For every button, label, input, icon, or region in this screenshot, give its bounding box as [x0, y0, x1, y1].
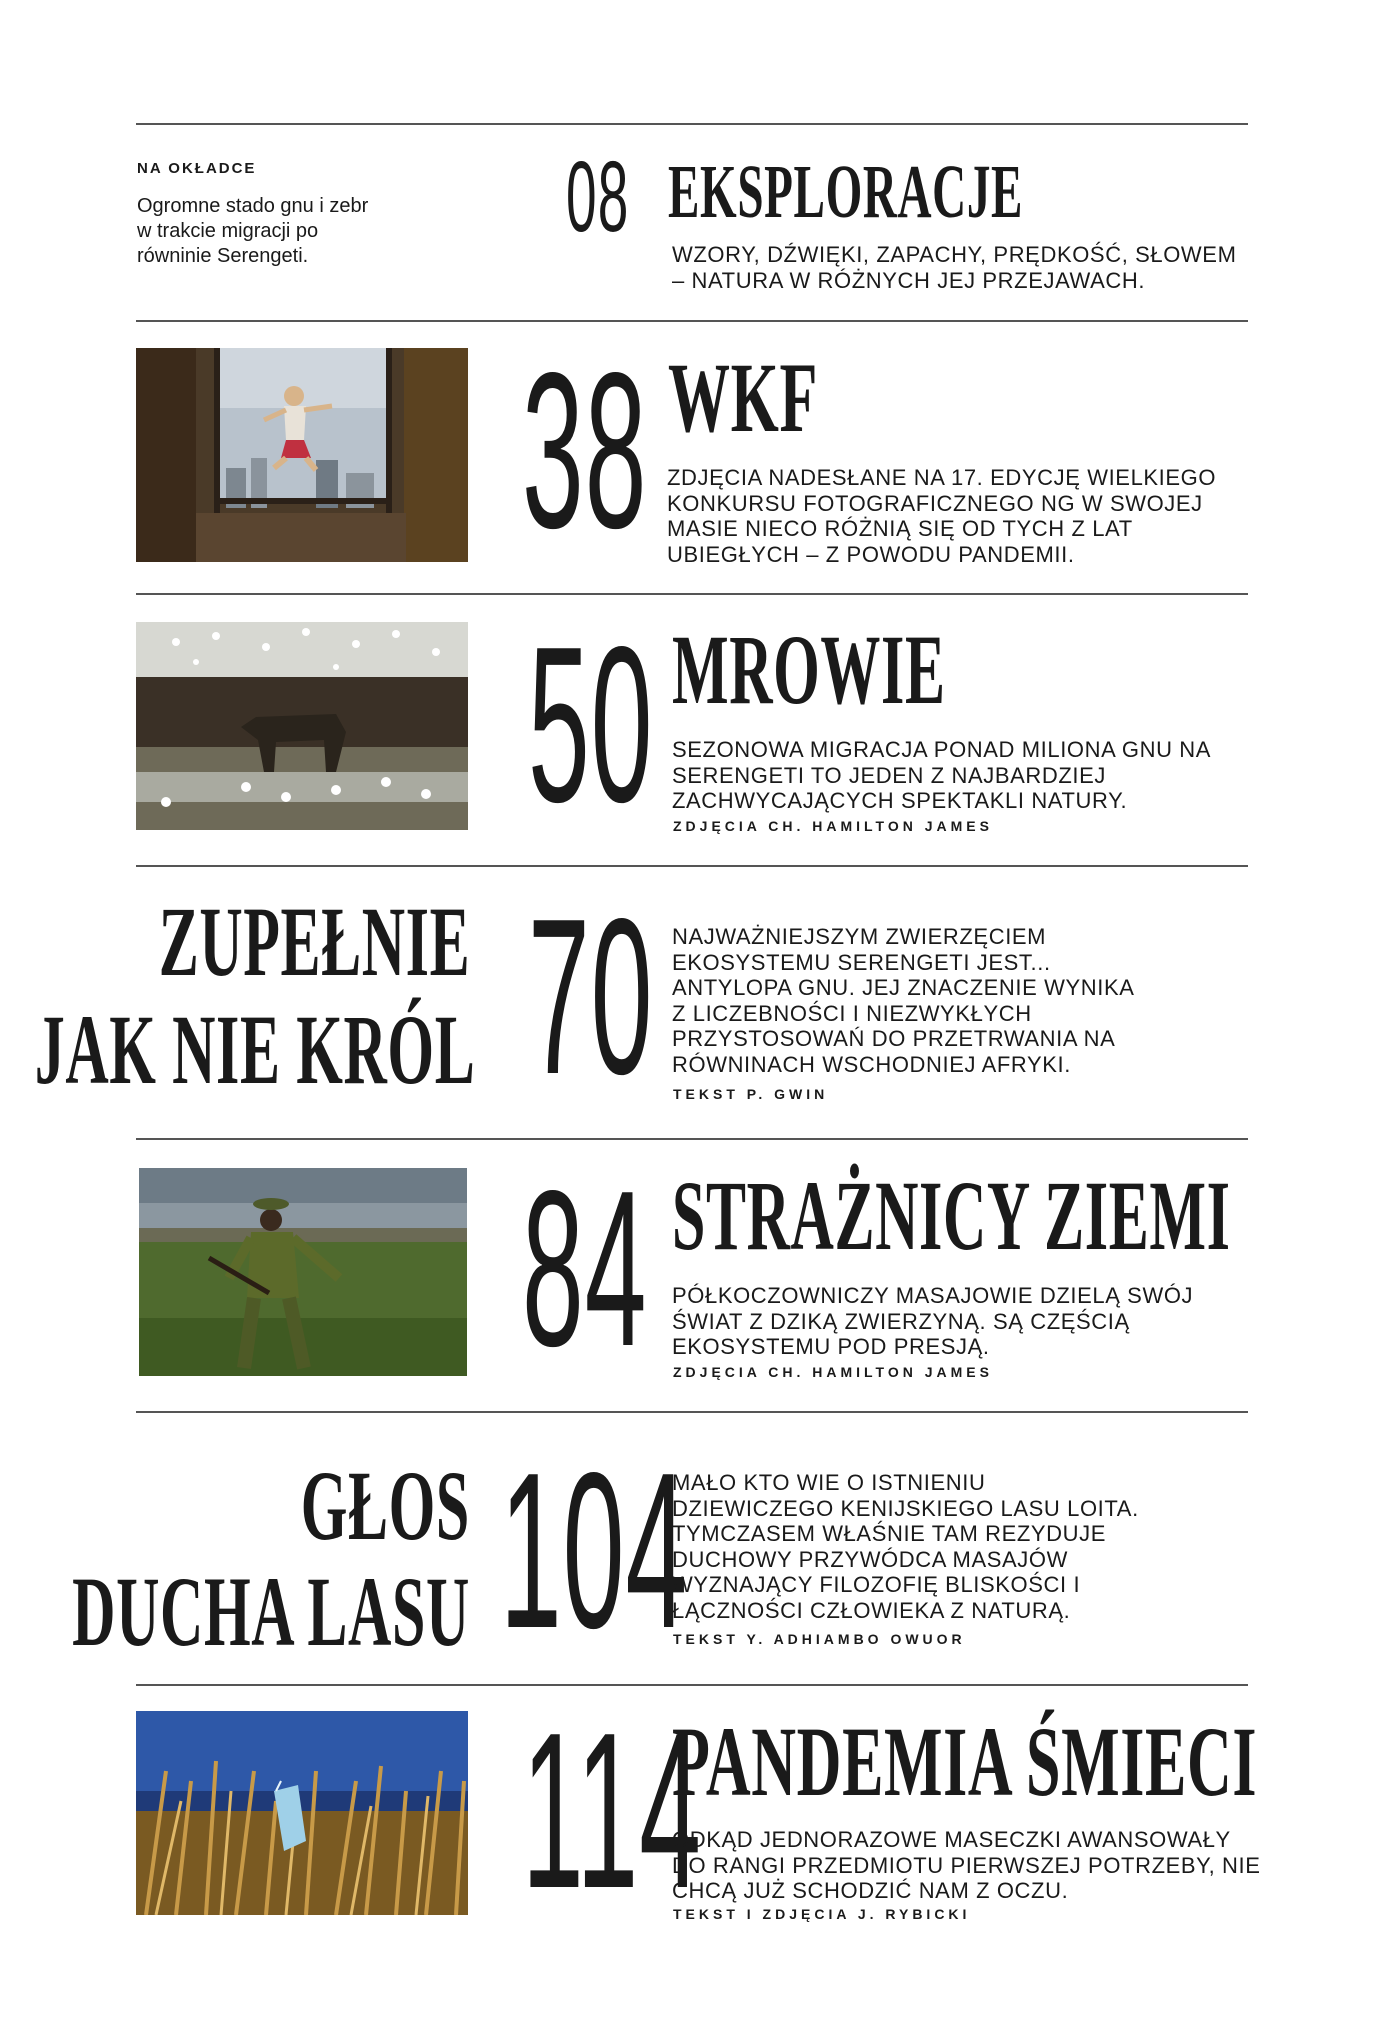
page-number: 08 [566, 141, 630, 253]
section-credit: TEKST Y. ADHIAMBO OWUOR [673, 1631, 966, 1647]
page-number: 104 [500, 1427, 689, 1675]
section-credit: TEKST I ZDJĘCIA J. RYBICKI [673, 1906, 971, 1922]
section-title[interactable]: EKSPLORACJE [668, 150, 1024, 234]
section-title-line-2[interactable]: DUCHA LASU [72, 1556, 470, 1667]
photo-mask-in-grass [136, 1711, 468, 1915]
photo-ranger-walking [139, 1168, 467, 1376]
divider [136, 593, 1248, 595]
photo-wildebeest-herd [136, 622, 468, 830]
section-title[interactable]: PANDEMIA ŚMIECI [672, 1706, 1258, 1817]
section-title[interactable]: WKF [668, 342, 818, 453]
section-title-line-1[interactable]: GŁOS [300, 1450, 470, 1561]
section-title-line-2[interactable]: JAK NIE KRÓL [34, 994, 475, 1105]
section-title-line-1[interactable]: ZUPEŁNIE [158, 886, 470, 997]
section-description: NAJWAŻNIEJSZYM ZWIERZĘCIEM EKOSYSTEMU SERENGETI JEST... ANTYLOPA GNU. JEJ ZNACZENIE WYNIKA Z LICZEBNOŚCI I NIEZWYKŁYCH PRZYSTOSOWAŃ DO PRZETRWANIA NA RÓWNINACH WSCHODNIEJ AFRYKI. [672, 924, 1134, 1077]
page-number: 70 [528, 873, 654, 1121]
divider [136, 1411, 1248, 1413]
divider [136, 1138, 1248, 1140]
page-number: 84 [522, 1145, 648, 1393]
section-title[interactable]: STRAŻNICY ZIEMI [672, 1160, 1231, 1271]
section-description: ZDJĘCIA NADESŁANE NA 17. EDYCJĘ WIELKIEGO KONKURSU FOTOGRAFICZNEGO NG W SWOJEJ MASIE NIECO RÓŻNIĄ SIĘ OD TYCH Z LAT UBIEGŁYCH – Z POWODU PANDEMII. [667, 465, 1217, 567]
divider [136, 1684, 1248, 1686]
photo-girl-jumping-window [136, 348, 468, 562]
page-number: 38 [522, 327, 648, 575]
section-description: WZORY, DŹWIĘKI, ZAPACHY, PRĘDKOŚĆ, SŁOWEM – NATURA W RÓŻNYCH JEJ PRZEJAWACH. [672, 242, 1237, 293]
cover-caption: Ogromne stado gnu i zebr w trakcie migracji po równinie Serengeti. [137, 195, 369, 267]
section-credit: ZDJĘCIA CH. HAMILTON JAMES [673, 1364, 993, 1380]
section-description: MAŁO KTO WIE O ISTNIENIU DZIEWICZEGO KENIJSKIEGO LASU LOITA. TYMCZASEM WŁAŚNIE TAM REZYDUJE DUCHOWY PRZYWÓDCA MASAJÓW WYZNAJĄCY FILOZOFIĘ BLISKOŚCI I ŁĄCZNOŚCI CZŁOWIEKA Z NATURĄ. [672, 1470, 1139, 1623]
page-number: 50 [528, 601, 654, 849]
section-credit: TEKST P. GWIN [673, 1086, 829, 1102]
divider [136, 320, 1248, 322]
page-number: 114 [522, 1687, 702, 1935]
section-credit: ZDJĘCIA CH. HAMILTON JAMES [673, 818, 993, 834]
section-description: ODKĄD JEDNORAZOWE MASECZKI AWANSOWAŁY DO RANGI PRZEDMIOTU PIERWSZEJ POTRZEBY, NIE CHCĄ JUŻ SCHODZIĆ NAM Z OCZU. [672, 1827, 1261, 1903]
cover-heading: NA OKŁADCE [137, 160, 257, 177]
section-title[interactable]: MROWIE [672, 614, 946, 725]
section-description: PÓŁKOCZOWNICZY MASAJOWIE DZIELĄ SWÓJ ŚWIAT Z DZIKĄ ZWIERZYNĄ. SĄ CZĘŚCIĄ EKOSYSTEMU POD PRESJĄ. [672, 1283, 1194, 1359]
divider [136, 865, 1248, 867]
section-description: SEZONOWA MIGRACJA PONAD MILIONA GNU NA SERENGETI TO JEDEN Z NAJBARDZIEJ ZACHWYCAJĄCYCH SPEKTAKLI NATURY. [672, 737, 1210, 813]
divider [136, 123, 1248, 125]
